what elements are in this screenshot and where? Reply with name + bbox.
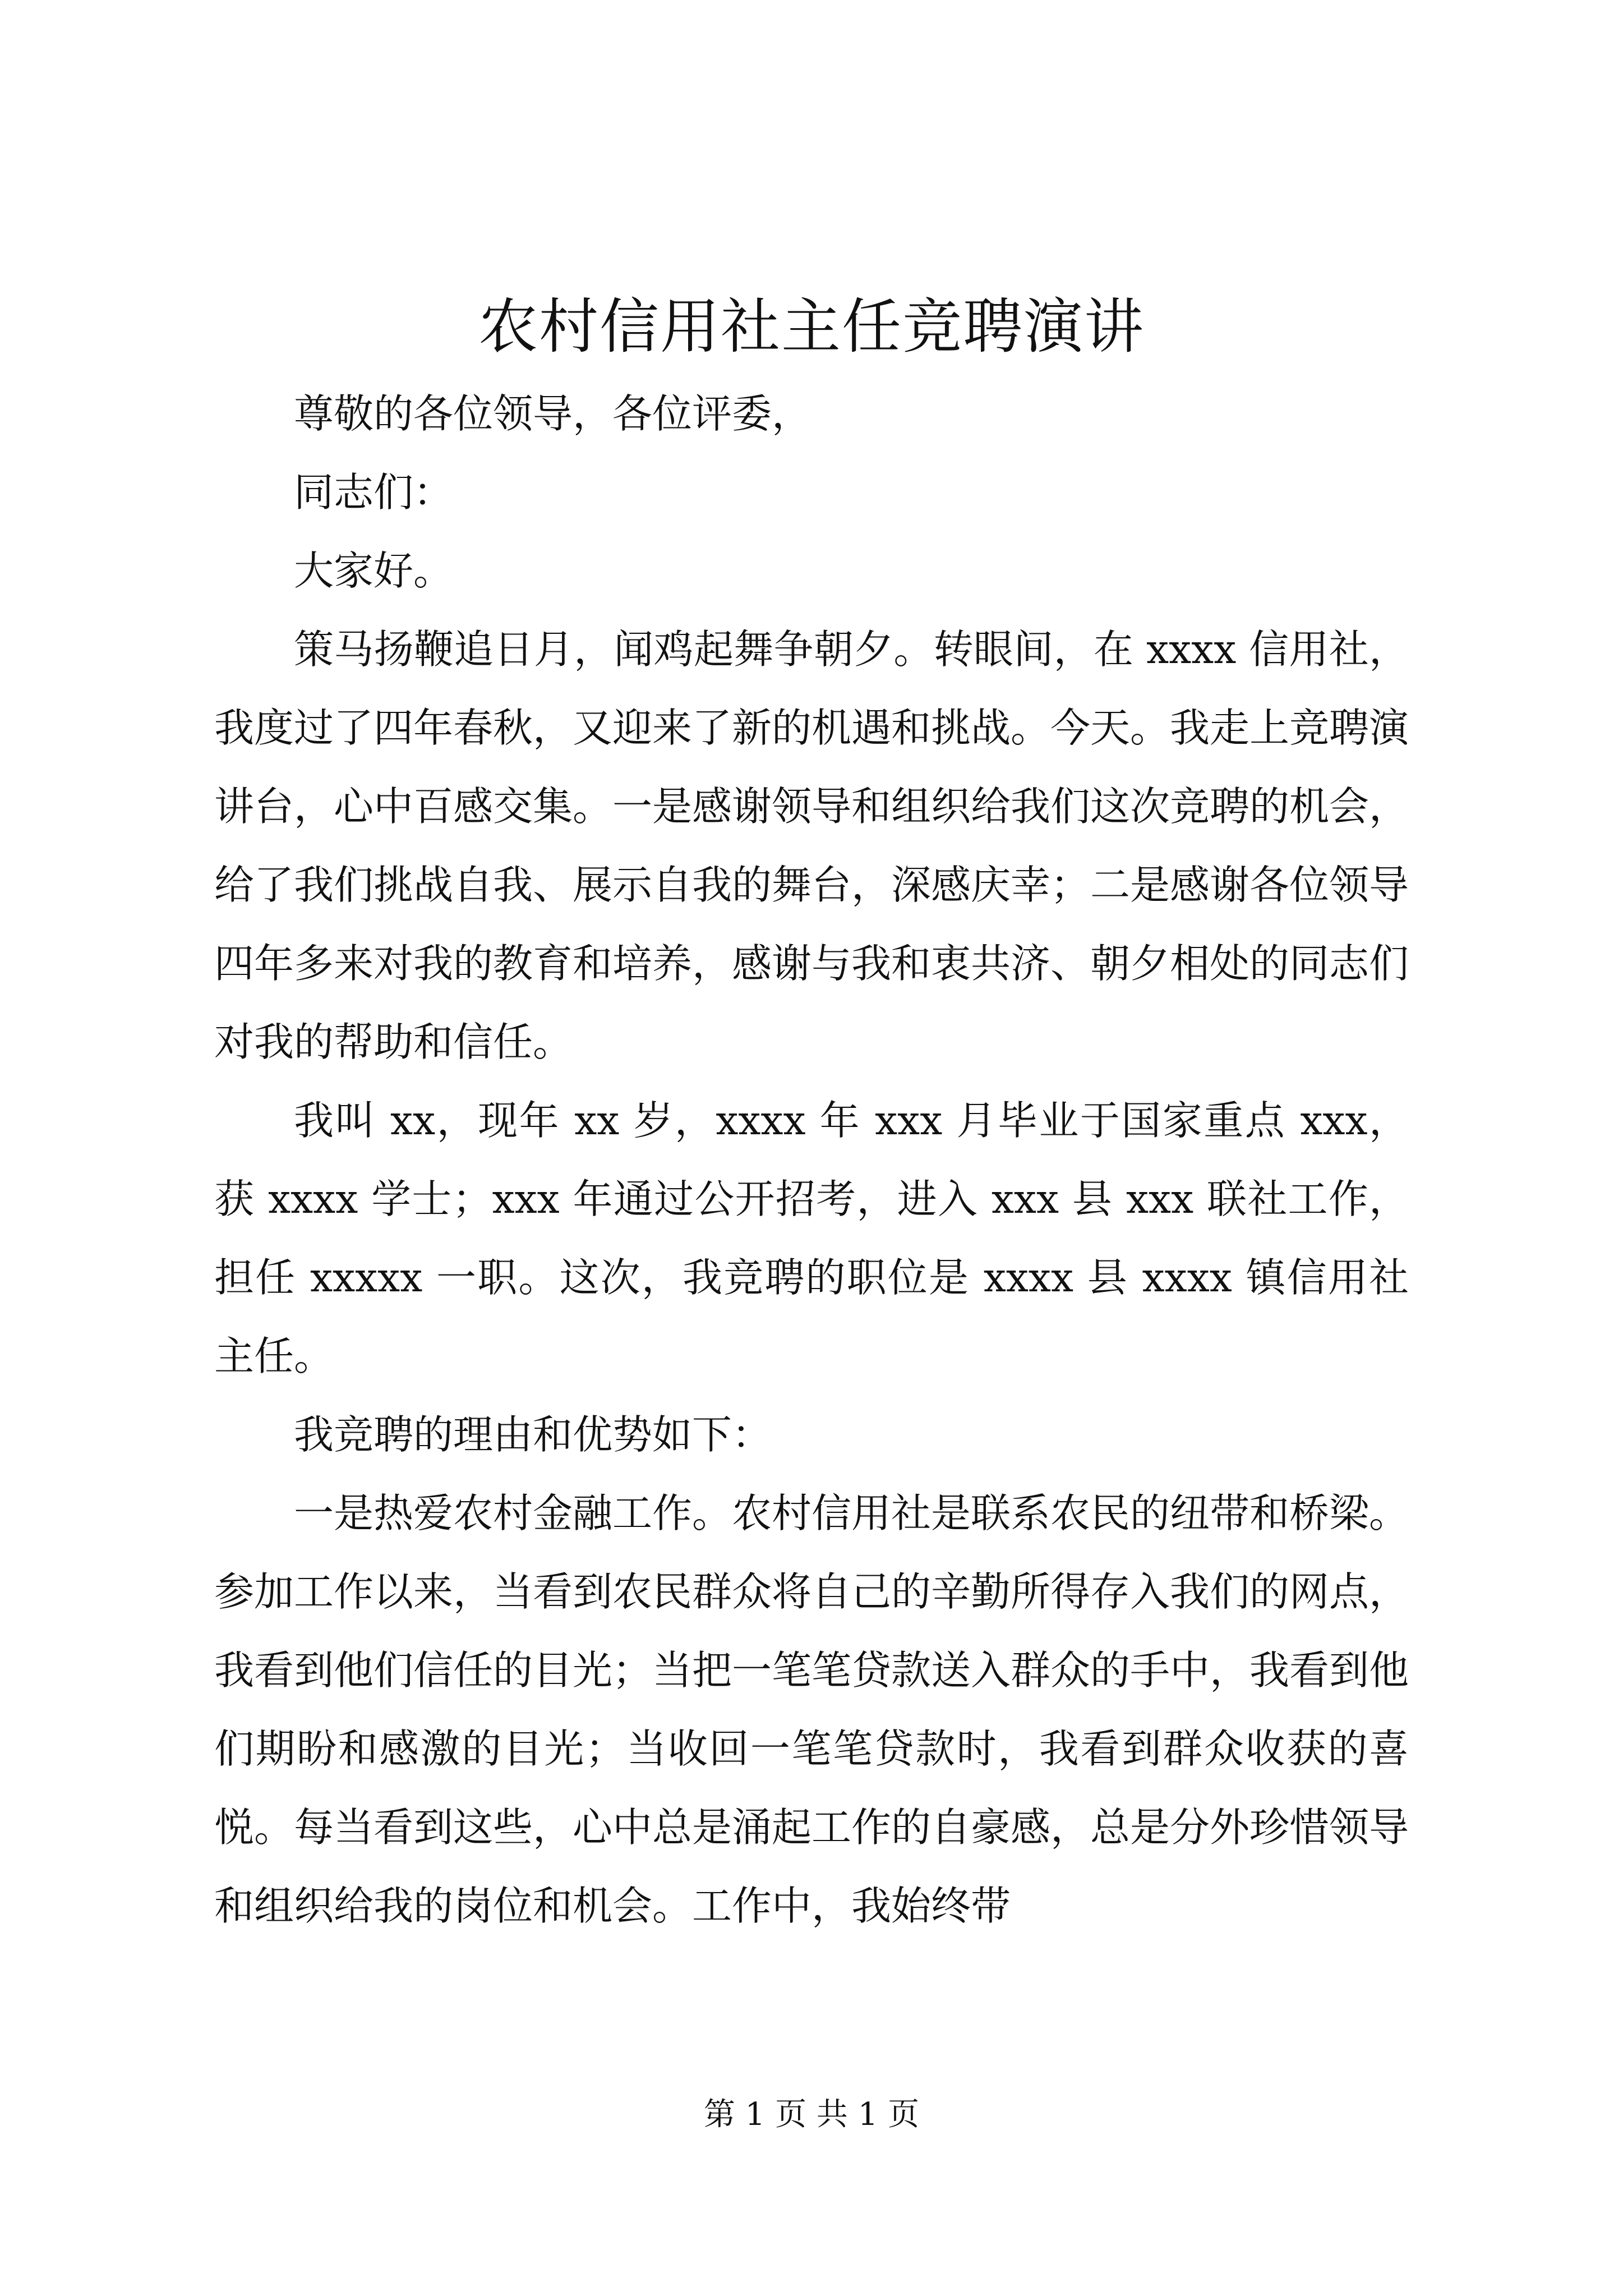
greeting-paragraph: 大家好。 bbox=[294, 547, 454, 594]
page-footer: 第 1 页 共 1 页 bbox=[703, 2096, 920, 2133]
salutation-paragraph: 尊敬的各位领导，各位评委， bbox=[294, 390, 812, 437]
intro-paragraph: 策马扬鞭追日月，闻鸡起舞争朝夕。转眼间，在 xxxx 信用社，我度过了四年春秋，又迎来了新的机遇和挑战。今天。我走上竞聘演讲台，心中百感交集。一是感谢领导和组织给我们这次竞聘的机会，给了我们挑战自我、展示自我的舞台，深感庆幸；二是感谢各位领导四年多来对我的教育和培养，感谢与我和衷共济、朝夕相处的同志们对我的帮助和信任。 bbox=[214, 626, 1409, 1065]
self-introduction-paragraph: 我叫 xx，现年 xx 岁，xxxx 年 xxx 月毕业于国家重点 xxx，获 xxxx 学士；xxx 年通过公开招考，进入 xxx 县 xxx 联社工作，担任 xxxxx 一职。这次，我竞聘的职位是 xxxx 县 xxxx 镇信用社主任。 bbox=[214, 1097, 1409, 1379]
reasons-heading-paragraph: 我竞聘的理由和优势如下： bbox=[294, 1411, 772, 1458]
reason-one-paragraph: 一是热爱农村金融工作。农村信用社是联系农民的纽带和桥梁。参加工作以来，当看到农民群众将自己的辛勤所得存入我们的网点，我看到他们信任的目光；当把一笔笔贷款送入群众的手中，我看到他们期盼和感激的目光；当收回一笔笔贷款时，我看到群众收获的喜悦。每当看到这些，心中总是涌起工作的自豪感，总是分外珍惜领导和组织给我的岗位和机会。工作中，我始终带 bbox=[214, 1490, 1409, 1929]
document-body bbox=[214, 375, 1409, 1945]
addressee-paragraph: 同志们： bbox=[294, 469, 454, 516]
document-title: 农村信用社主任竞聘演讲 bbox=[478, 292, 1145, 361]
